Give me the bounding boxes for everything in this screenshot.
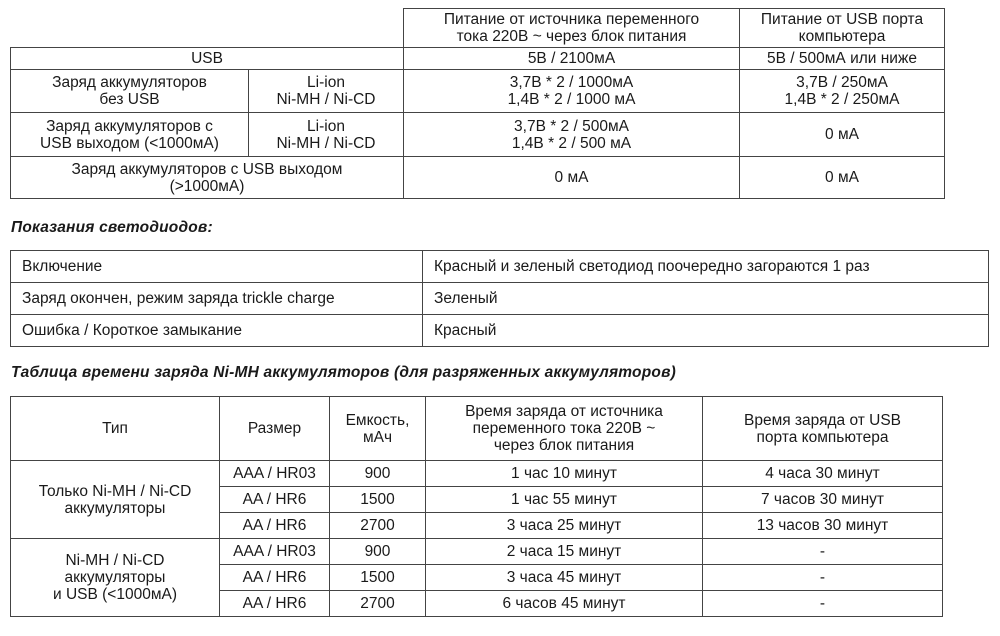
- led-table: [10, 250, 989, 347]
- ac-time-cell: 3 часа 45 минут: [426, 565, 703, 591]
- row-label: Заряд аккумуляторов с USB выходом (<1000мА): [11, 113, 249, 157]
- battery-type: Li-ion Ni-MH / Ni-CD: [249, 113, 404, 157]
- usb-time-cell: -: [703, 565, 943, 591]
- ac-time-cell: 6 часов 45 минут: [426, 591, 703, 617]
- usb-value: 3,7В / 250мА 1,4В * 2 / 250мА: [740, 70, 945, 113]
- capacity-cell: 1500: [330, 487, 426, 513]
- ac-time-cell: 2 часа 15 минут: [426, 539, 703, 565]
- led-state: Заряд окончен, режим заряда trickle charge: [11, 283, 423, 315]
- capacity-cell: 900: [330, 461, 426, 487]
- row-label: USB: [11, 48, 404, 70]
- header-usb-time: Время заряда от USB порта компьютера: [703, 397, 943, 461]
- usb-time-cell: 7 часов 30 минут: [703, 487, 943, 513]
- charge-time-table: [10, 396, 943, 617]
- led-indication: Красный: [423, 315, 989, 347]
- size-cell: AA / HR6: [220, 513, 330, 539]
- header-type: Тип: [11, 397, 220, 461]
- ac-value: 5В / 2100мА: [404, 48, 740, 70]
- capacity-cell: 2700: [330, 513, 426, 539]
- ac-time-cell: 1 час 55 минут: [426, 487, 703, 513]
- usb-value: 0 мА: [740, 113, 945, 157]
- empty-corner-cell: [11, 9, 404, 48]
- led-state: Ошибка / Короткое замыкание: [11, 315, 423, 347]
- usb-value: 0 мА: [740, 157, 945, 199]
- size-cell: AA / HR6: [220, 487, 330, 513]
- ac-time-cell: 1 час 10 минут: [426, 461, 703, 487]
- ac-time-cell: 3 часа 25 минут: [426, 513, 703, 539]
- ac-value: 3,7В * 2 / 1000мА 1,4В * 2 / 1000 мА: [404, 70, 740, 113]
- header-usb-power: Питание от USB порта компьютера: [740, 9, 945, 48]
- capacity-cell: 900: [330, 539, 426, 565]
- usb-value: 5В / 500мА или ниже: [740, 48, 945, 70]
- usb-time-cell: -: [703, 539, 943, 565]
- header-ac-power: Питание от источника переменного тока 220В ~ через блок питания: [404, 9, 740, 48]
- row-label: Заряд аккумуляторов с USB выходом (>1000мА): [11, 157, 404, 199]
- usb-time-cell: -: [703, 591, 943, 617]
- size-cell: AAA / HR03: [220, 539, 330, 565]
- header-size: Размер: [220, 397, 330, 461]
- led-indication: Красный и зеленый светодиод поочередно загораются 1 раз: [423, 251, 989, 283]
- led-indication: Зеленый: [423, 283, 989, 315]
- header-ac-time: Время заряда от источника переменного тока 220В ~ через блок питания: [426, 397, 703, 461]
- led-section-title: Показания светодиодов:: [11, 219, 213, 236]
- usb-time-cell: 4 часа 30 минут: [703, 461, 943, 487]
- header-capacity: Емкость, мАч: [330, 397, 426, 461]
- power-table: [10, 8, 945, 199]
- size-cell: AAA / HR03: [220, 461, 330, 487]
- battery-type: Li-ion Ni-MH / Ni-CD: [249, 70, 404, 113]
- size-cell: AA / HR6: [220, 565, 330, 591]
- row-label: Заряд аккумуляторов без USB: [11, 70, 249, 113]
- group-type: Ni-MH / Ni-CD аккумуляторы и USB (<1000мА): [11, 539, 220, 617]
- led-state: Включение: [11, 251, 423, 283]
- size-cell: AA / HR6: [220, 591, 330, 617]
- ac-value: 0 мА: [404, 157, 740, 199]
- capacity-cell: 1500: [330, 565, 426, 591]
- group-type: Только Ni-MH / Ni-CD аккумуляторы: [11, 461, 220, 539]
- time-section-title: Таблица времени заряда Ni-MH аккумуляторов (для разряженных аккумуляторов): [11, 364, 676, 381]
- usb-time-cell: 13 часов 30 минут: [703, 513, 943, 539]
- capacity-cell: 2700: [330, 591, 426, 617]
- ac-value: 3,7В * 2 / 500мА 1,4В * 2 / 500 мА: [404, 113, 740, 157]
